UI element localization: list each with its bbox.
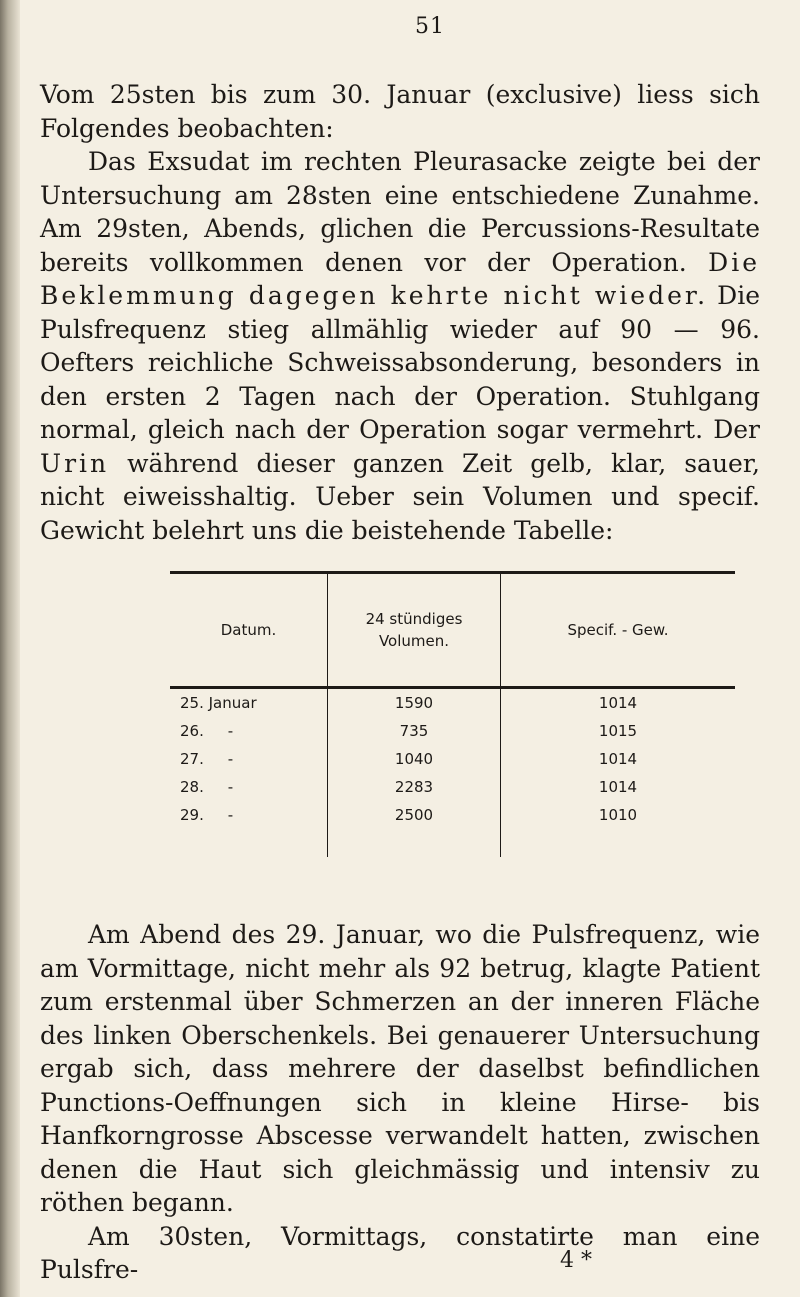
text-run: Die Pulsfrequenz stieg allmählig wieder auf 90 — 96. Oefters reichliche Schweissabsonderung, besonders in den ersten 2 Tagen nach der Operation. Stuhlgang normal, gleich nach der Operation sogar vermehrt. Der — [40, 281, 761, 444]
cell-date: 28. - — [180, 778, 234, 796]
table-row — [170, 688, 735, 718]
cell-volume: 1590 — [328, 688, 501, 718]
text-run: Das Exsudat im rechten Pleurasacke zeigte bei der Untersuchung am 28sten eine entschiedene Zunahme. Am 29sten, Abends, glichen die Percussions-Resultate bereits vollkommen denen vor der Operation. — [40, 147, 760, 277]
header-volumen-text: 24 stündiges Volumen. — [365, 610, 463, 650]
cell-date: 29. - — [180, 806, 234, 824]
empty-cell — [328, 829, 501, 857]
cell-volume: 2283 — [328, 773, 501, 801]
paragraph-findings — [40, 145, 760, 547]
cell-gravity: 1014 — [598, 750, 638, 768]
urine-table — [170, 571, 735, 857]
signature-mark: 4 * — [560, 1248, 592, 1273]
text-block-bottom — [40, 918, 760, 1287]
table-filler-row — [170, 829, 735, 857]
cell-volume: 735 — [328, 717, 501, 745]
paragraph-abend: Am Abend des 29. Januar, wo die Pulsfrequenz, wie am Vormittage, nicht mehr als 92 betrug, klagte Patient zum erstenmal über Schmerzen an der inneren Fläche des linken Oberschenkels. Bei genauerer Untersuchung ergab sich, dass mehrere der daselbst befindlichen Punctions-Oeffnungen sich in kleine Hirse- bis Hanfkorngrosse Abscesse verwandelt hatten, zwischen denen die Haut sich gleichmässig und intensiv zu röthen begann. — [40, 920, 760, 1217]
cell-gravity: 1015 — [598, 722, 638, 740]
cell-gravity: 1014 — [598, 694, 638, 712]
cell-date: 25. Januar — [180, 694, 257, 712]
table-row — [170, 801, 735, 829]
text-block-top — [40, 78, 760, 547]
empty-cell — [170, 829, 328, 857]
paragraph-vormittags: Am 30sten, Vormittags, constatirte man eine Pulsfre- — [40, 1221, 760, 1284]
spaced-emphasis: Die Beklemmung dagegen kehrte nicht wieder. — [40, 247, 760, 310]
cell-date: 26. - — [180, 722, 234, 740]
data-table — [170, 574, 735, 857]
page-number: 51 — [415, 14, 445, 39]
book-binding-edge — [0, 0, 20, 1297]
cell-volume: 1040 — [328, 745, 501, 773]
cell-date: 27. - — [180, 750, 234, 768]
header-volumen — [328, 574, 501, 688]
text-run: während dieser ganzen Zeit gelb, klar, sauer, nicht eiweisshaltig. Ueber sein Volumen und specif. Gewicht belehrt uns die beistehende Tabelle: — [40, 448, 760, 545]
table-header-row — [170, 574, 735, 688]
table-row — [170, 773, 735, 801]
cell-volume: 2500 — [328, 801, 501, 829]
empty-cell — [501, 829, 736, 857]
table-row — [170, 717, 735, 745]
paragraph-intro: Vom 25sten bis zum 30. Januar (exclusive) liess sich Folgendes beobachten: — [40, 80, 760, 143]
cell-gravity: 1014 — [598, 778, 638, 796]
spaced-emphasis-urin: Urin — [40, 448, 110, 478]
header-gewicht: Specif. - Gew. — [567, 621, 669, 639]
cell-gravity: 1010 — [598, 806, 638, 824]
header-datum: Datum. — [220, 621, 277, 639]
table-row — [170, 745, 735, 773]
